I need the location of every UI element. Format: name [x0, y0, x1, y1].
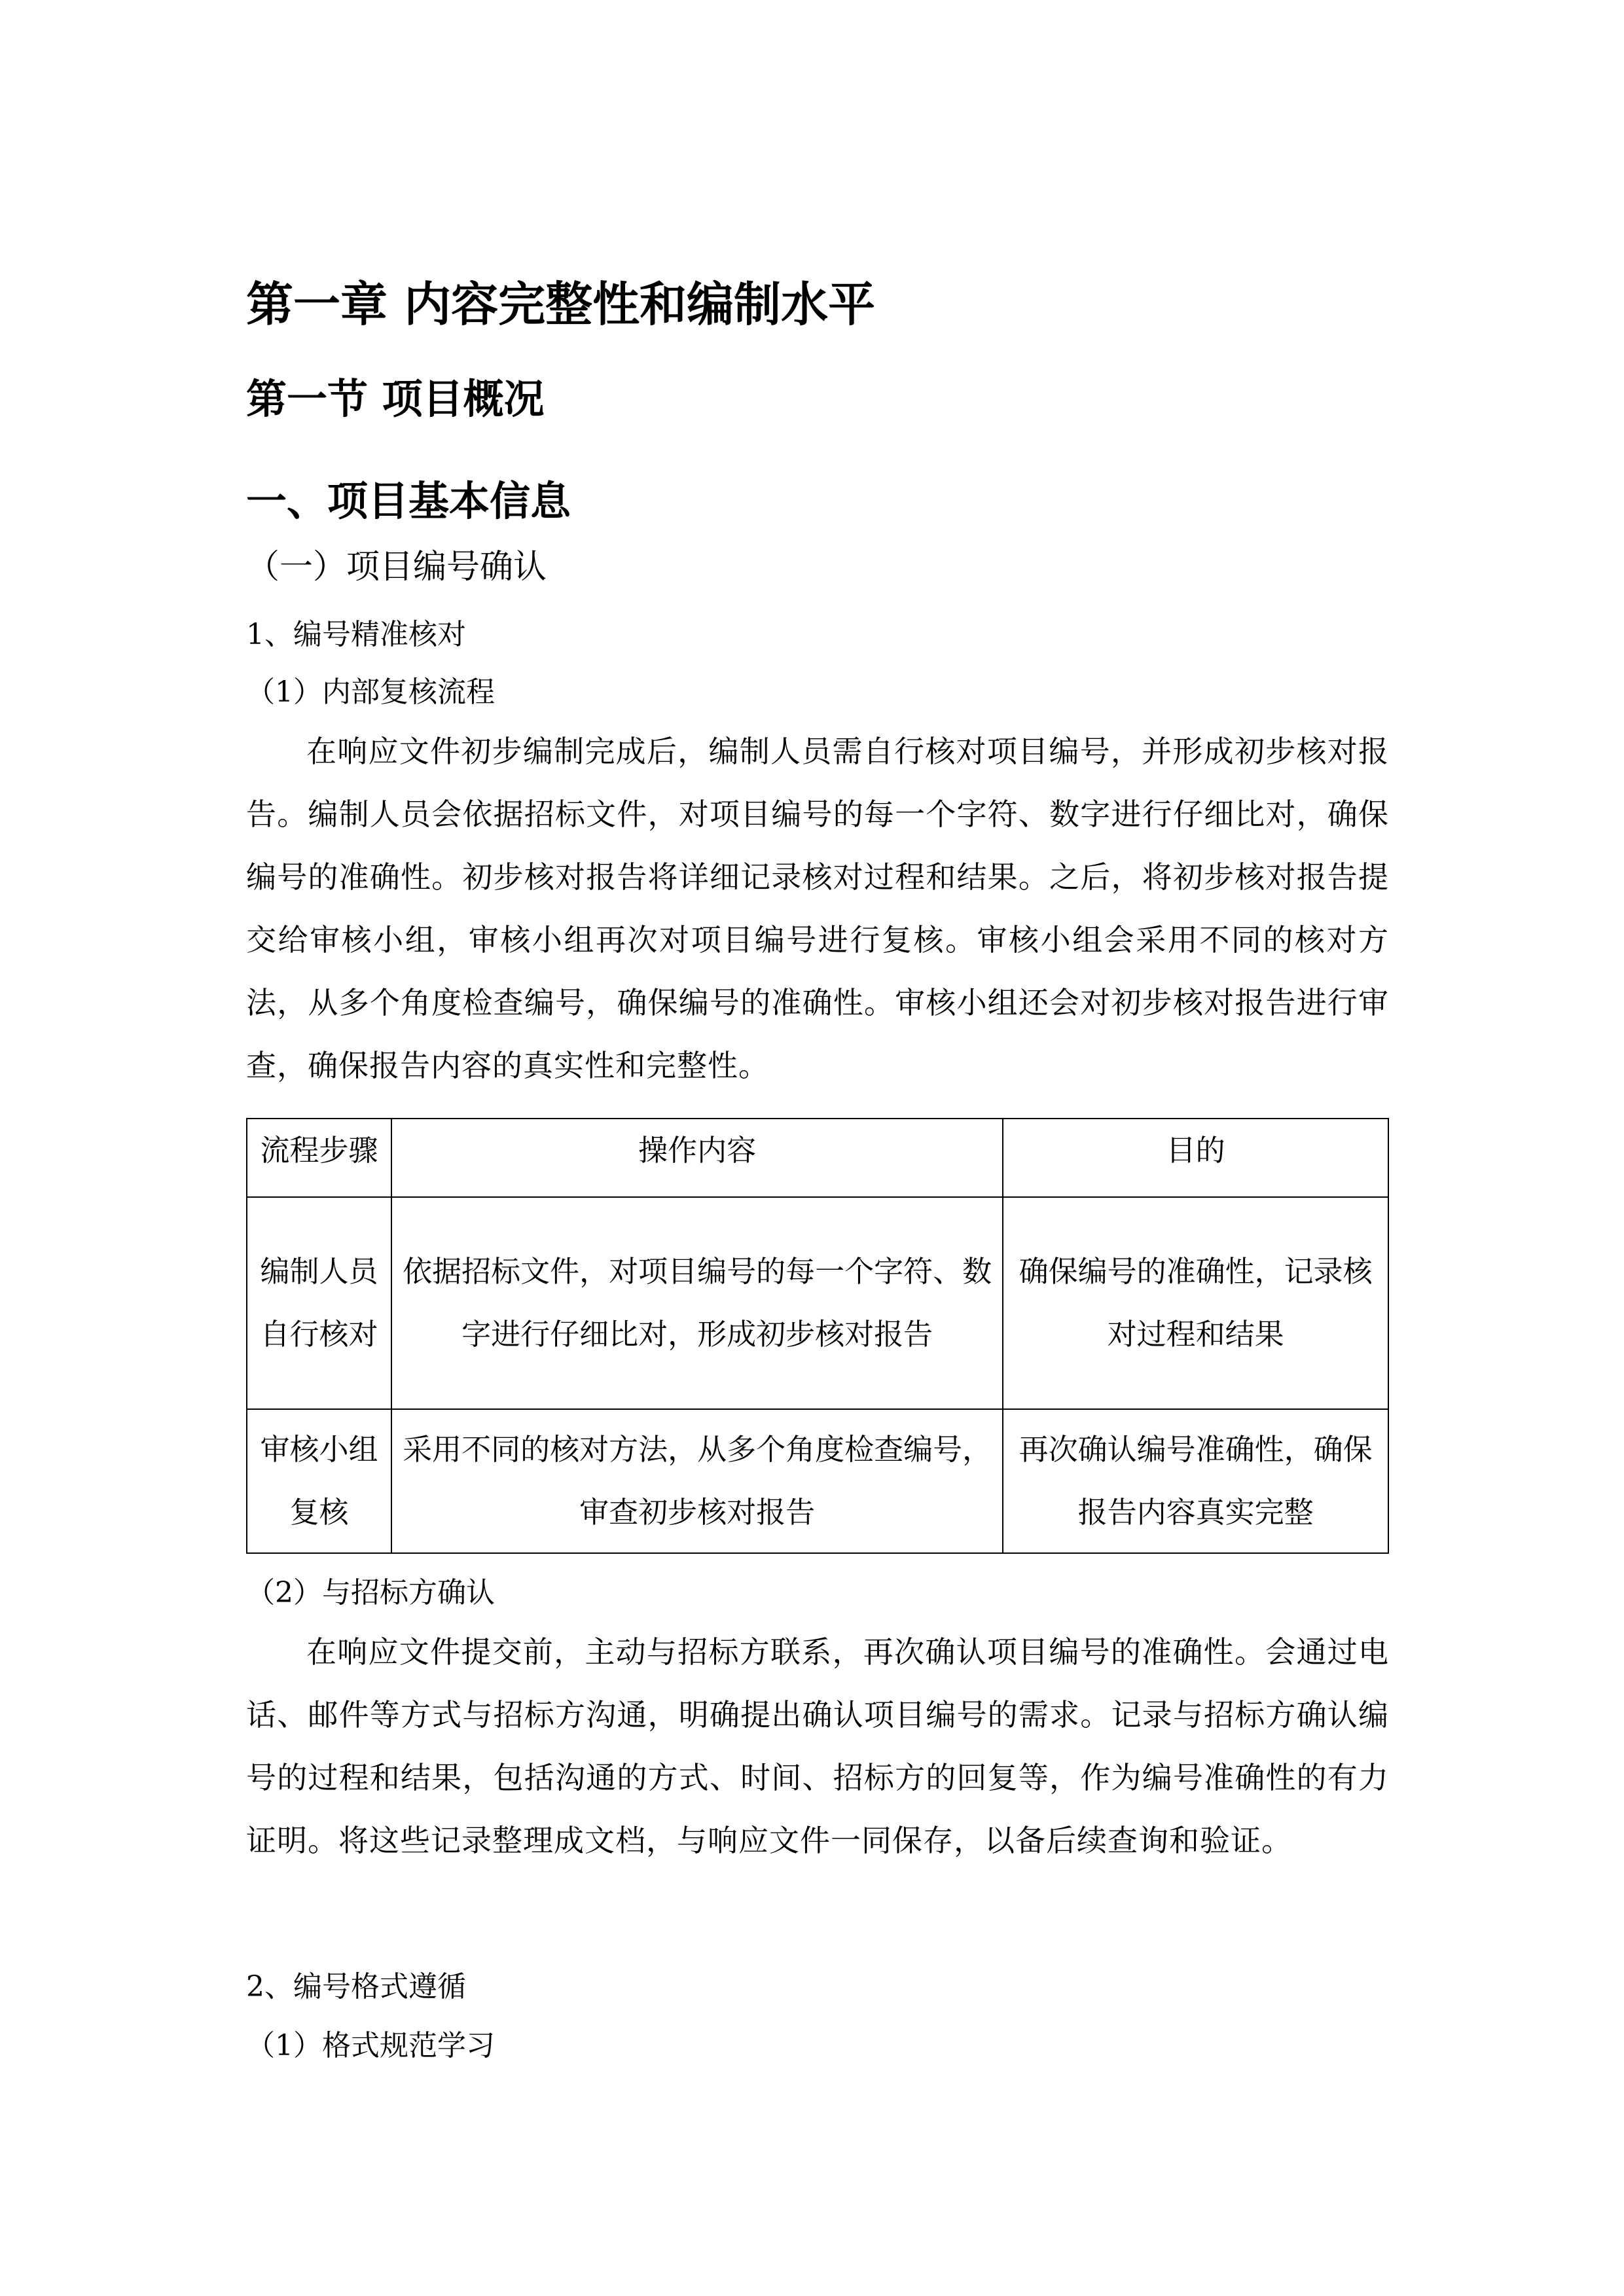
item1-title: 1、编号精准核对: [246, 618, 466, 651]
item2-title: 2、编号格式遵循: [246, 1970, 466, 2003]
table-cell: 采用不同的核对方法，从多个角度检查编号，审查初步核对报告: [391, 1409, 1003, 1553]
process-table: [246, 1118, 1389, 1554]
table-cell: 审核小组复核: [247, 1409, 391, 1553]
table-cell: 依据招标文件，对项目编号的每一个字符、数字进行仔细比对，形成初步核对报告: [391, 1197, 1003, 1409]
table-cell: 再次确认编号准确性，确保报告内容真实完整: [1003, 1409, 1388, 1553]
table-header-cell: 目的: [1003, 1119, 1388, 1197]
table-cell: 确保编号的准确性，记录核对过程和结果: [1003, 1197, 1388, 1409]
chapter-title: 第一章 内容完整性和编制水平: [246, 277, 876, 332]
table-row: [247, 1197, 1388, 1409]
table-header-cell: 操作内容: [391, 1119, 1003, 1197]
table-header-cell: 流程步骤: [247, 1119, 391, 1197]
section-title: 第一节 项目概况: [246, 375, 545, 423]
item1-2-title: （2）与招标方确认: [246, 1576, 495, 1609]
table-header-row: [247, 1119, 1388, 1197]
paragraph-bidder-confirmation: 在响应文件提交前，主动与招标方联系，再次确认项目编号的准确性。会通过电话、邮件等方式与招标方沟通，明确提出确认项目编号的需求。记录与招标方确认编号的过程和结果，包括沟通的方式、时间、招标方的回复等，作为编号准确性的有力证明。将这些记录整理成文档，与响应文件一同保存，以备后续查询和验证。: [246, 1634, 1389, 1858]
item2-1-title: （1）格式规范学习: [246, 2029, 495, 2062]
subsection-title: 一、项目基本信息: [246, 477, 571, 525]
table-row: [247, 1409, 1388, 1553]
table-cell: 编制人员自行核对: [247, 1197, 391, 1409]
item1-1-title: （1）内部复核流程: [246, 675, 495, 709]
sub-subsection-title: （一）项目编号确认: [246, 548, 547, 586]
paragraph-internal-review: 在响应文件初步编制完成后，编制人员需自行核对项目编号，并形成初步核对报告。编制人员会依据招标文件，对项目编号的每一个字符、数字进行仔细比对，确保编号的准确性。初步核对报告将详细记录核对过程和结果。之后，将初步核对报告提交给审核小组，审核小组再次对项目编号进行复核。审核小组会采用不同的核对方法，从多个角度检查编号，确保编号的准确性。审核小组还会对初步核对报告进行审查，确保报告内容的真实性和完整性。: [246, 734, 1389, 1083]
